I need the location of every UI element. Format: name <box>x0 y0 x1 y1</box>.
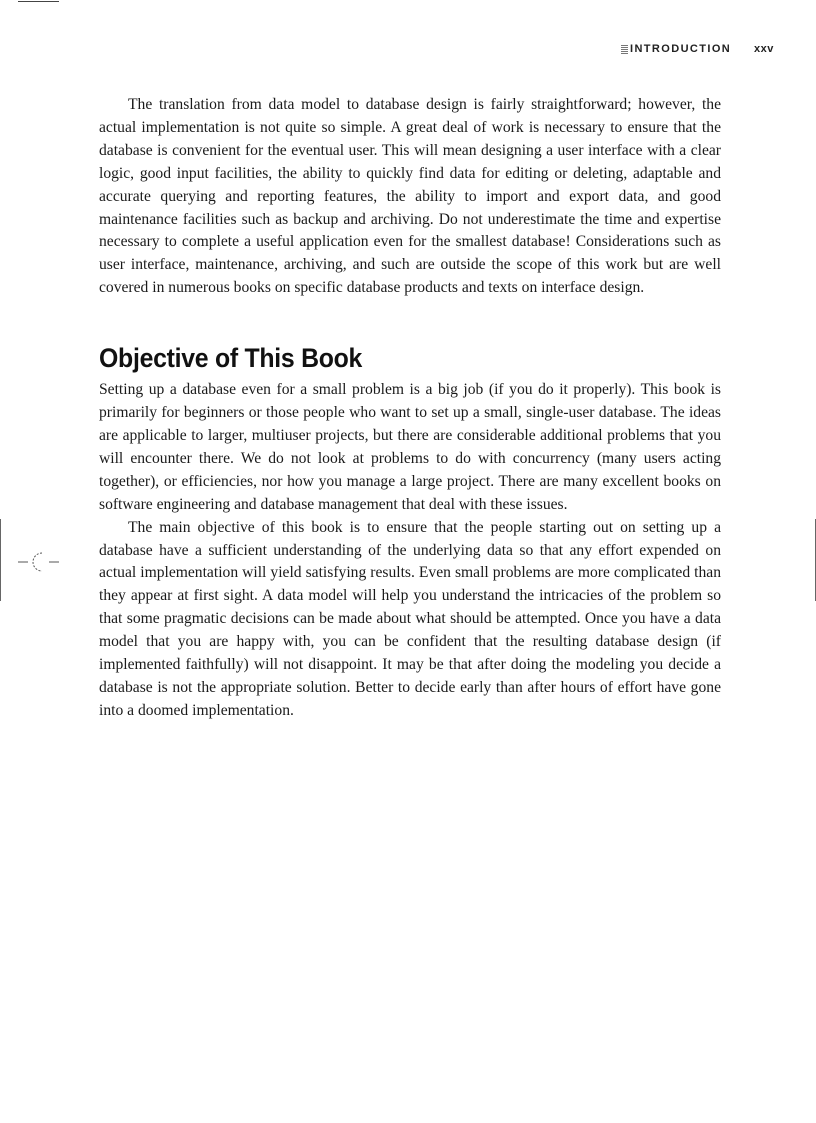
margin-line-left <box>0 519 1 601</box>
crop-mark-top <box>18 1 59 2</box>
header-marker-icon <box>621 45 628 54</box>
page-content <box>99 94 721 723</box>
section-heading: Objective of This Book <box>99 343 363 374</box>
running-header-chapter <box>621 43 731 55</box>
objective-paragraph-2: The main objective of this book is to ensure that the people starting out on setting up a database have a sufficient understanding of the underlying data so that any effort expended on actual implementation will yield satisfying results. Even small problems are more complicated than they appear at first sight. A data model will help you understand the intricacies of the problem so that some pragmatic decisions can be made about what should be attempted. Once you have a data model that you are happy with, you can be confident that the resulting database design (if implemented faithfully) will not disappoint. It may be that after doing the modeling you decide a database is not the appropriate solution. Better to decide early than after hours of effort have gone into a doomed implementation. <box>99 518 721 719</box>
registration-mark-left <box>0 519 60 601</box>
chapter-title-text: INTRODUCTION <box>630 43 732 55</box>
running-header <box>0 43 816 59</box>
objective-paragraph-1: Setting up a database even for a small problem is a big job (if you do it properly). This book is primarily for beginners or those people who want to set up a small, single-user database. The ideas are applicable to larger, multiuser projects, but there are considerable additional problems that you will encounter there. We do not look at problems to do with concurrency (many users acting together), or efficiencies, nor how you manage a large project. There are many excellent books on software engineering and database management that deal with these issues. <box>99 381 721 513</box>
registration-target-icon <box>18 551 60 573</box>
page-number: xxv <box>754 43 774 55</box>
intro-paragraph: The translation from data model to database design is fairly straightforward; however, the actual implementation is not quite so simple. A great deal of work is necessary to ensure that the database is convenient for the eventual user. This will mean designing a user interface with a clear logic, good input facilities, the ability to quickly find data for editing or deleting, adaptable and accurate querying and reporting features, the ability to import and export data, and good maintenance facilities such as backup and archiving. Do not underestimate the time and expertise necessary to complete a useful application even for the smallest database! Considerations such as user interface, maintenance, archiving, and such are outside the scope of this work but are well covered in numerous books on specific database products and texts on interface design. <box>99 96 721 297</box>
